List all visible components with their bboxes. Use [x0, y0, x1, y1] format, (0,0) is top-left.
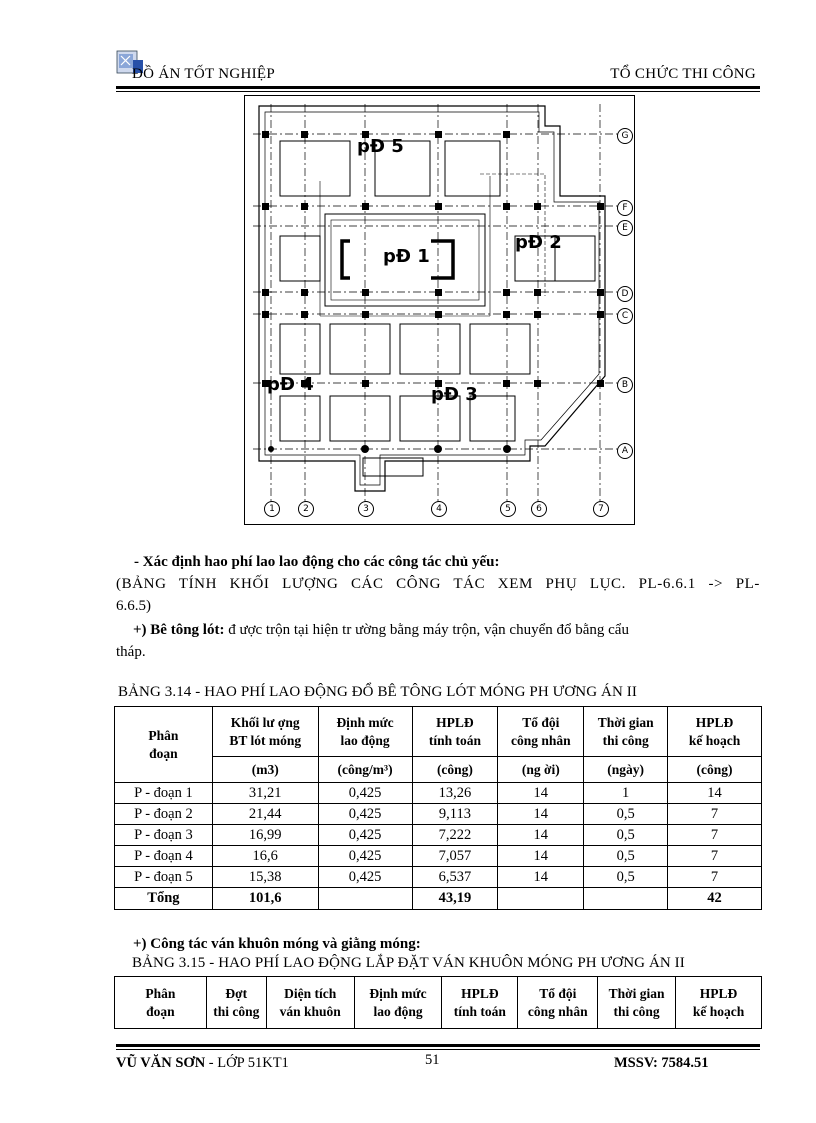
- table-header-line: Phân: [148, 727, 179, 743]
- table-cell: 13,26: [412, 783, 498, 804]
- table-unit-cell: (ngày): [584, 757, 668, 783]
- table-unit-cell: (công): [668, 757, 762, 783]
- table-row: [115, 846, 762, 867]
- table-cell: 14: [498, 867, 584, 888]
- axis-label-f: F: [617, 200, 633, 216]
- table-cell: 43,19: [412, 888, 498, 910]
- table-cell: 7: [668, 846, 762, 867]
- table-row: [115, 783, 762, 804]
- axis-label-e: E: [617, 220, 633, 236]
- axis-label-c: C: [617, 308, 633, 324]
- table-cell: P - đoạn 1: [115, 783, 213, 804]
- table-header-cell: [212, 707, 318, 757]
- table-header-line: tính toán: [428, 732, 482, 748]
- table-cell: P - đoạn 5: [115, 867, 213, 888]
- zone-label-1: pĐ 1: [383, 246, 430, 267]
- table-cell: 101,6: [212, 888, 318, 910]
- table-header-line: lao động: [340, 732, 390, 748]
- table-cell: 0,425: [318, 825, 412, 846]
- table-cell: 14: [498, 846, 584, 867]
- table-cell: 6,537: [412, 867, 498, 888]
- table-header-cell: [412, 707, 498, 757]
- table-header-line: Định mức: [369, 985, 427, 1001]
- table-cell: 14: [498, 825, 584, 846]
- table-cell: 7,222: [412, 825, 498, 846]
- table-header-line: ván khuôn: [279, 1003, 341, 1019]
- table-header-cell: [266, 977, 354, 1029]
- table-unit-cell: (ng ời): [498, 757, 584, 783]
- table-cell: 0,5: [584, 867, 668, 888]
- table-cell: 9,113: [412, 804, 498, 825]
- table-cell: P - đoạn 3: [115, 825, 213, 846]
- concrete-line-2: tháp.: [116, 644, 146, 660]
- table-cell: 16,6: [212, 846, 318, 867]
- axis-label-7: 7: [593, 501, 609, 517]
- intro-line: [116, 552, 760, 572]
- table-cell: [498, 888, 584, 910]
- table-header-cell: [676, 977, 762, 1029]
- intro-text: - Xác định hao phí lao lao động cho các công tác chủ yếu:: [134, 554, 500, 570]
- table-unit-row: [115, 757, 762, 783]
- table-header-line: kế hoạch: [688, 732, 741, 748]
- concrete-text: đ ược trộn tại hiện tr ường bằng máy trộn, vận chuyển đổ bằng cẩu: [224, 622, 629, 638]
- header-rule-thin: [116, 91, 760, 92]
- table-header-line: Phân: [145, 985, 176, 1001]
- zone-label-4: pĐ 4: [267, 374, 314, 395]
- table-cell: 0,425: [318, 846, 412, 867]
- table-header-cell: [206, 977, 266, 1029]
- table-header-line: HPLĐ: [695, 714, 734, 730]
- table-header-cell: [442, 977, 518, 1029]
- reference-line-2: 6.6.5): [116, 598, 151, 614]
- table-cell: 31,21: [212, 783, 318, 804]
- formwork-line: [116, 934, 760, 954]
- table-header-cell: [115, 707, 213, 783]
- concrete-label: +) Bê tông lót:: [133, 622, 225, 638]
- table-header-line: tính toán: [453, 1003, 506, 1019]
- footer-author: VŨ VĂN SƠN: [116, 1055, 206, 1071]
- table-unit-cell: (công): [412, 757, 498, 783]
- axis-label-1: 1: [264, 501, 280, 517]
- footer-rule-thin: [116, 1049, 760, 1050]
- axis-label-4: 4: [431, 501, 447, 517]
- table-header-line: Đợt: [225, 985, 248, 1001]
- table-cell: 0,5: [584, 825, 668, 846]
- table-cell: 7: [668, 804, 762, 825]
- labor-table-formwork: [114, 976, 762, 1029]
- table-cell: P - đoạn 2: [115, 804, 213, 825]
- table-header-cell: [668, 707, 762, 757]
- table-cell: Tổng: [115, 888, 213, 910]
- table-header-line: Tổ đội: [522, 714, 560, 730]
- table-header-line: lao động: [373, 1003, 423, 1019]
- zone-label-3: pĐ 3: [431, 384, 478, 405]
- axis-label-a: A: [617, 443, 633, 459]
- concrete-line-1: [116, 620, 760, 640]
- table-cell: 16,99: [212, 825, 318, 846]
- table-header-line: Diện tích: [284, 985, 337, 1001]
- axis-label-2: 2: [298, 501, 314, 517]
- table-cell: [318, 888, 412, 910]
- zone-label-5: pĐ 5: [357, 136, 404, 157]
- table-header-line: Thời gian: [608, 985, 665, 1001]
- zone-label-2: pĐ 2: [515, 232, 562, 253]
- table-cell: 14: [668, 783, 762, 804]
- table-header-cell: [498, 707, 584, 757]
- table-header-cell: [598, 977, 676, 1029]
- table-cell: 7,057: [412, 846, 498, 867]
- table-unit-cell: (công/m³): [318, 757, 412, 783]
- table-cell: 0,5: [584, 804, 668, 825]
- table-header-line: Thời gian: [597, 714, 654, 730]
- table-row: [115, 867, 762, 888]
- header-right-title: TỔ CHỨC THI CÔNG: [610, 66, 756, 82]
- table-header-line: Định mức: [336, 714, 394, 730]
- header-left-title: ĐỒ ÁN TỐT NGHIỆP: [132, 66, 275, 82]
- footer-author-line: [116, 1055, 289, 1072]
- table-row: [115, 804, 762, 825]
- formwork-label: +) Công tác ván khuôn móng và giằng móng:: [133, 936, 421, 952]
- table-cell: P - đoạn 4: [115, 846, 213, 867]
- axis-label-3: 3: [358, 501, 374, 517]
- table-header-cell: [115, 977, 207, 1029]
- header-rule: [116, 86, 760, 89]
- table-header-cell: [318, 707, 412, 757]
- table-total-row: [115, 888, 762, 910]
- footer-mssv: [614, 1055, 709, 1072]
- table-header-line: thi công: [602, 732, 649, 748]
- table-header-line: công nhân: [527, 1003, 588, 1019]
- axis-label-5: 5: [500, 501, 516, 517]
- labor-table-concrete: [114, 706, 762, 910]
- table-header-line: thi công: [213, 1003, 260, 1019]
- table-row: [115, 825, 762, 846]
- table-header-cell: [584, 707, 668, 757]
- reference-line-1: (BẢNG TÍNH KHỐI LƯỢNG CÁC CÔNG TÁC XEM PHỤ LỤC. PL-6.6.1 -> PL-: [116, 576, 760, 592]
- foundation-plan-drawing: [244, 95, 635, 525]
- table-cell: 0,425: [318, 804, 412, 825]
- table-cell: [584, 888, 668, 910]
- table-header-line: BT lót móng: [229, 732, 302, 748]
- axis-label-g: G: [617, 128, 633, 144]
- table-cell: 15,38: [212, 867, 318, 888]
- axis-label-6: 6: [531, 501, 547, 517]
- table-header-line: HPLĐ: [436, 714, 474, 730]
- table-cell: 14: [498, 804, 584, 825]
- footer-mssv-label: MSSV:: [614, 1055, 658, 1071]
- table-header-line: kế hoạch: [692, 1003, 745, 1019]
- table2-caption: BẢNG 3.15 - HAO PHÍ LAO ĐỘNG LẮP ĐẶT VÁN KHUÔN MÓNG PH ƯƠNG ÁN II: [132, 955, 685, 971]
- table-unit-cell: (m3): [212, 757, 318, 783]
- table-header-line: đoạn: [149, 745, 178, 761]
- table-header-line: đoạn: [146, 1003, 175, 1019]
- table-cell: 7: [668, 825, 762, 846]
- table-cell: 0,425: [318, 867, 412, 888]
- table-cell: 42: [668, 888, 762, 910]
- table-cell: 0,425: [318, 783, 412, 804]
- table-header-cell: [354, 977, 442, 1029]
- footer-rule: [116, 1044, 760, 1047]
- axis-label-d: D: [617, 286, 633, 302]
- footer-mssv-value: 7584.51: [661, 1055, 709, 1071]
- table-cell: 14: [498, 783, 584, 804]
- table1-caption: BẢNG 3.14 - HAO PHÍ LAO ĐỘNG ĐỔ BÊ TÔNG LÓT MÓNG PH ƯƠNG ÁN II: [118, 684, 637, 700]
- table-header-line: Tổ đội: [539, 985, 577, 1001]
- table-header-line: công nhân: [510, 732, 571, 748]
- table-header-cell: [518, 977, 598, 1029]
- page-number: 51: [425, 1052, 440, 1068]
- table-header-line: Khối lư ợng: [230, 714, 300, 730]
- table-header-line: HPLĐ: [461, 985, 499, 1001]
- table-cell: 1: [584, 783, 668, 804]
- table-cell: 7: [668, 867, 762, 888]
- footer-class: - LỚP 51KT1: [205, 1055, 289, 1071]
- table-cell: 21,44: [212, 804, 318, 825]
- table-header-row: [115, 977, 762, 1029]
- table-header-line: thi công: [613, 1003, 660, 1019]
- axis-label-b: B: [617, 377, 633, 393]
- table-cell: 0,5: [584, 846, 668, 867]
- table-header-row: [115, 707, 762, 757]
- table-header-line: HPLĐ: [699, 985, 738, 1001]
